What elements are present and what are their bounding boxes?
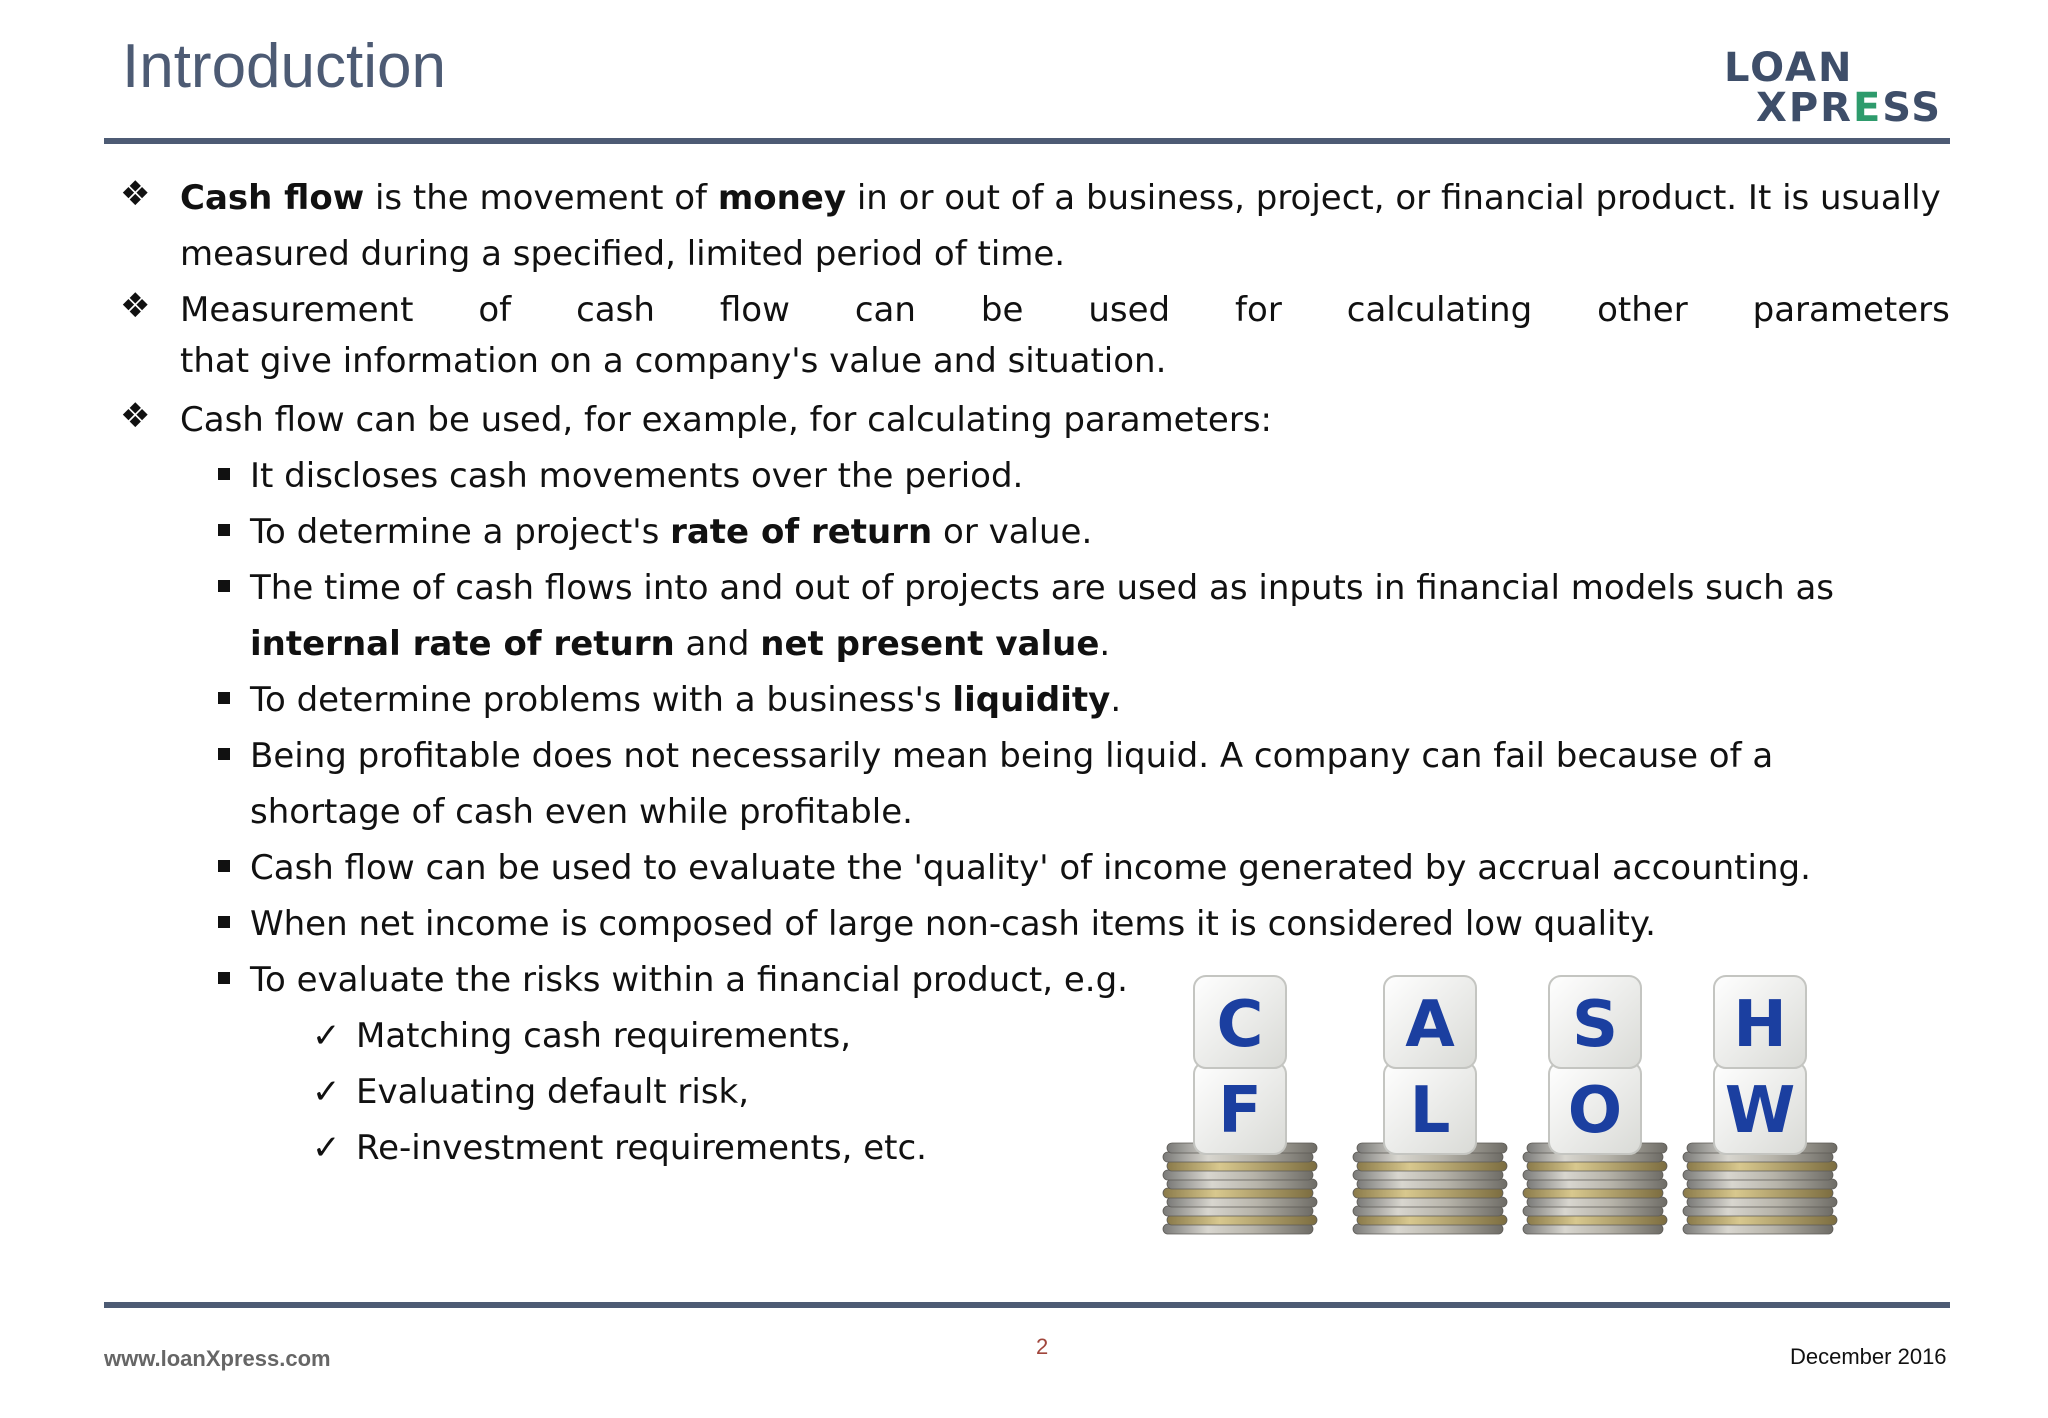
text-run: The time of cash flows into and out of projects are used as inputs in financial models such as xyxy=(250,568,1835,608)
footer-divider xyxy=(104,1302,1950,1308)
coin xyxy=(1167,1179,1317,1189)
page-number: 2 xyxy=(1036,1334,1049,1359)
coin xyxy=(1683,1188,1833,1198)
square-bullet-icon xyxy=(218,468,230,480)
sub-item-text xyxy=(250,728,1810,840)
coin xyxy=(1527,1197,1667,1207)
square-bullet-icon xyxy=(218,916,230,928)
coin xyxy=(1687,1179,1837,1189)
coin xyxy=(1527,1161,1667,1171)
text-run: is the movement of xyxy=(364,178,718,218)
justified-word: for xyxy=(1235,290,1282,330)
coin xyxy=(1683,1206,1833,1216)
coin xyxy=(1523,1170,1663,1180)
text-run: When net income is composed of large non-cash items it is considered low quality. xyxy=(250,904,1656,944)
diamond-bullet-icon: ❖ xyxy=(120,286,151,326)
coin xyxy=(1163,1188,1313,1198)
square-bullet-icon xyxy=(218,524,230,536)
bullet-text: Cash flow can be used, for example, for calculating parameters: xyxy=(180,400,1273,440)
logo-suffix: SS xyxy=(1882,85,1943,131)
justified-word: cash xyxy=(576,290,655,330)
check-item-text: Matching cash requirements, xyxy=(356,1016,852,1056)
coin xyxy=(1353,1188,1503,1198)
footer-date: December 2016 xyxy=(1790,1344,1947,1369)
logo-line-1: LOAN xyxy=(1724,45,1854,91)
emphasized-text: internal rate of return xyxy=(250,624,675,664)
letter-cube xyxy=(1384,1062,1476,1154)
coin xyxy=(1357,1215,1507,1225)
text-run: Being profitable does not necessarily mean being liquid. A company can fail because of a shortage of cash even while profitable. xyxy=(250,736,1774,832)
coin xyxy=(1683,1170,1833,1180)
coin xyxy=(1357,1161,1507,1171)
loanxpress-logo xyxy=(1722,45,1948,134)
check-mark-icon: ✓ xyxy=(312,1072,341,1112)
coin xyxy=(1687,1197,1837,1207)
text-run: . xyxy=(1110,680,1122,720)
letter-cube xyxy=(1549,976,1641,1068)
text-run: and xyxy=(674,624,761,664)
justified-word: of xyxy=(478,290,512,330)
bullet-line-2: that give information on a company's value and situation. xyxy=(180,341,1167,381)
coin xyxy=(1687,1215,1837,1225)
cube-letter: A xyxy=(1405,988,1455,1062)
justified-word: parameters xyxy=(1752,290,1950,330)
diamond-bullet-icon: ❖ xyxy=(120,174,151,214)
letter-cube xyxy=(1384,976,1476,1068)
diamond-bullet-icon: ❖ xyxy=(120,396,151,436)
coin xyxy=(1163,1170,1313,1180)
coin xyxy=(1523,1224,1663,1234)
footer-website: www.loanXpress.com xyxy=(104,1346,331,1371)
justified-word: calculating xyxy=(1346,290,1533,330)
bullet-text xyxy=(180,170,1950,282)
emphasized-text: Cash flow xyxy=(180,178,365,218)
sub-item-text xyxy=(250,840,1950,896)
sub-item-text xyxy=(250,896,1870,952)
text-run: To evaluate the risks within a financial product, e.g. xyxy=(250,960,1128,1000)
justified-word: be xyxy=(980,290,1024,330)
letter-cube xyxy=(1549,1062,1641,1154)
emphasized-text: liquidity xyxy=(952,680,1111,720)
text-run: To determine problems with a business's xyxy=(250,680,953,720)
letter-cubes xyxy=(1194,976,1806,1154)
cube-letter: S xyxy=(1571,988,1619,1062)
text-run: To determine a project's xyxy=(250,512,671,552)
text-run: It discloses cash movements over the period. xyxy=(250,456,1024,496)
square-bullet-icon xyxy=(218,748,230,760)
text-run: or value. xyxy=(932,512,1093,552)
justified-word: other xyxy=(1597,290,1688,330)
check-item-text: Re-investment requirements, etc. xyxy=(356,1128,927,1168)
logo-line-2 xyxy=(1756,85,1943,131)
sub-item-text xyxy=(250,672,1870,728)
coin xyxy=(1167,1161,1317,1171)
coin xyxy=(1357,1179,1507,1189)
square-bullet-icon xyxy=(218,580,230,592)
justified-word: Measurement xyxy=(180,290,414,330)
sub-item-text xyxy=(250,504,1870,560)
coin xyxy=(1357,1197,1507,1207)
header-divider xyxy=(104,138,1950,144)
coin xyxy=(1167,1197,1317,1207)
coin xyxy=(1353,1224,1503,1234)
cube-letter: F xyxy=(1218,1074,1262,1148)
cash-flow-coins-image xyxy=(1140,974,1910,1264)
check-item-text: Evaluating default risk, xyxy=(356,1072,750,1112)
bullet-measurement xyxy=(120,282,1950,386)
logo-accent: E xyxy=(1852,85,1883,131)
check-mark-icon: ✓ xyxy=(312,1016,341,1056)
emphasized-text: rate of return xyxy=(670,512,933,552)
check-mark-icon: ✓ xyxy=(312,1128,341,1168)
cube-letter: W xyxy=(1724,1074,1796,1148)
emphasized-text: money xyxy=(717,178,847,218)
coin xyxy=(1163,1206,1313,1216)
page-title: Introduction xyxy=(122,32,446,101)
coin xyxy=(1687,1161,1837,1171)
square-bullet-icon xyxy=(218,860,230,872)
coin xyxy=(1167,1215,1317,1225)
cube-letter: H xyxy=(1733,988,1787,1062)
coin xyxy=(1523,1206,1663,1216)
justified-word: used xyxy=(1088,290,1171,330)
justified-line xyxy=(180,282,1950,338)
coin-stacks xyxy=(1163,1143,1837,1234)
letter-cube xyxy=(1714,1062,1806,1154)
bullet-cash-flow-definition xyxy=(120,170,1950,282)
coin xyxy=(1527,1179,1667,1189)
square-bullet-icon xyxy=(218,692,230,704)
sub-item-text xyxy=(250,560,1870,672)
sub-item-text xyxy=(250,448,1870,504)
text-run: in or out of a business, project, or financial product. It is usually measured during a specified, limited period of time. xyxy=(180,178,1941,274)
justified-word: can xyxy=(854,290,916,330)
sub-item-text xyxy=(250,952,1250,1008)
coin xyxy=(1523,1188,1663,1198)
coin xyxy=(1353,1206,1503,1216)
text-run: . xyxy=(1099,624,1111,664)
bullet-parameters xyxy=(120,392,1950,448)
letter-cube xyxy=(1194,976,1286,1068)
bullet-text xyxy=(180,282,1950,384)
square-bullet-icon xyxy=(218,972,230,984)
cube-letter: C xyxy=(1216,988,1264,1062)
coin xyxy=(1527,1215,1667,1225)
logo-prefix: XPR xyxy=(1756,85,1853,131)
text-run: Cash flow can be used to evaluate the 'quality' of income generated by accrual accounting. xyxy=(250,848,1811,888)
justified-word: flow xyxy=(719,290,790,330)
cube-letter: L xyxy=(1409,1074,1451,1148)
letter-cube xyxy=(1714,976,1806,1068)
coin xyxy=(1163,1224,1313,1234)
letter-cube xyxy=(1194,1062,1286,1154)
emphasized-text: net present value xyxy=(760,624,1100,664)
coin xyxy=(1353,1170,1503,1180)
cube-letter: O xyxy=(1567,1074,1623,1148)
coin xyxy=(1683,1224,1833,1234)
